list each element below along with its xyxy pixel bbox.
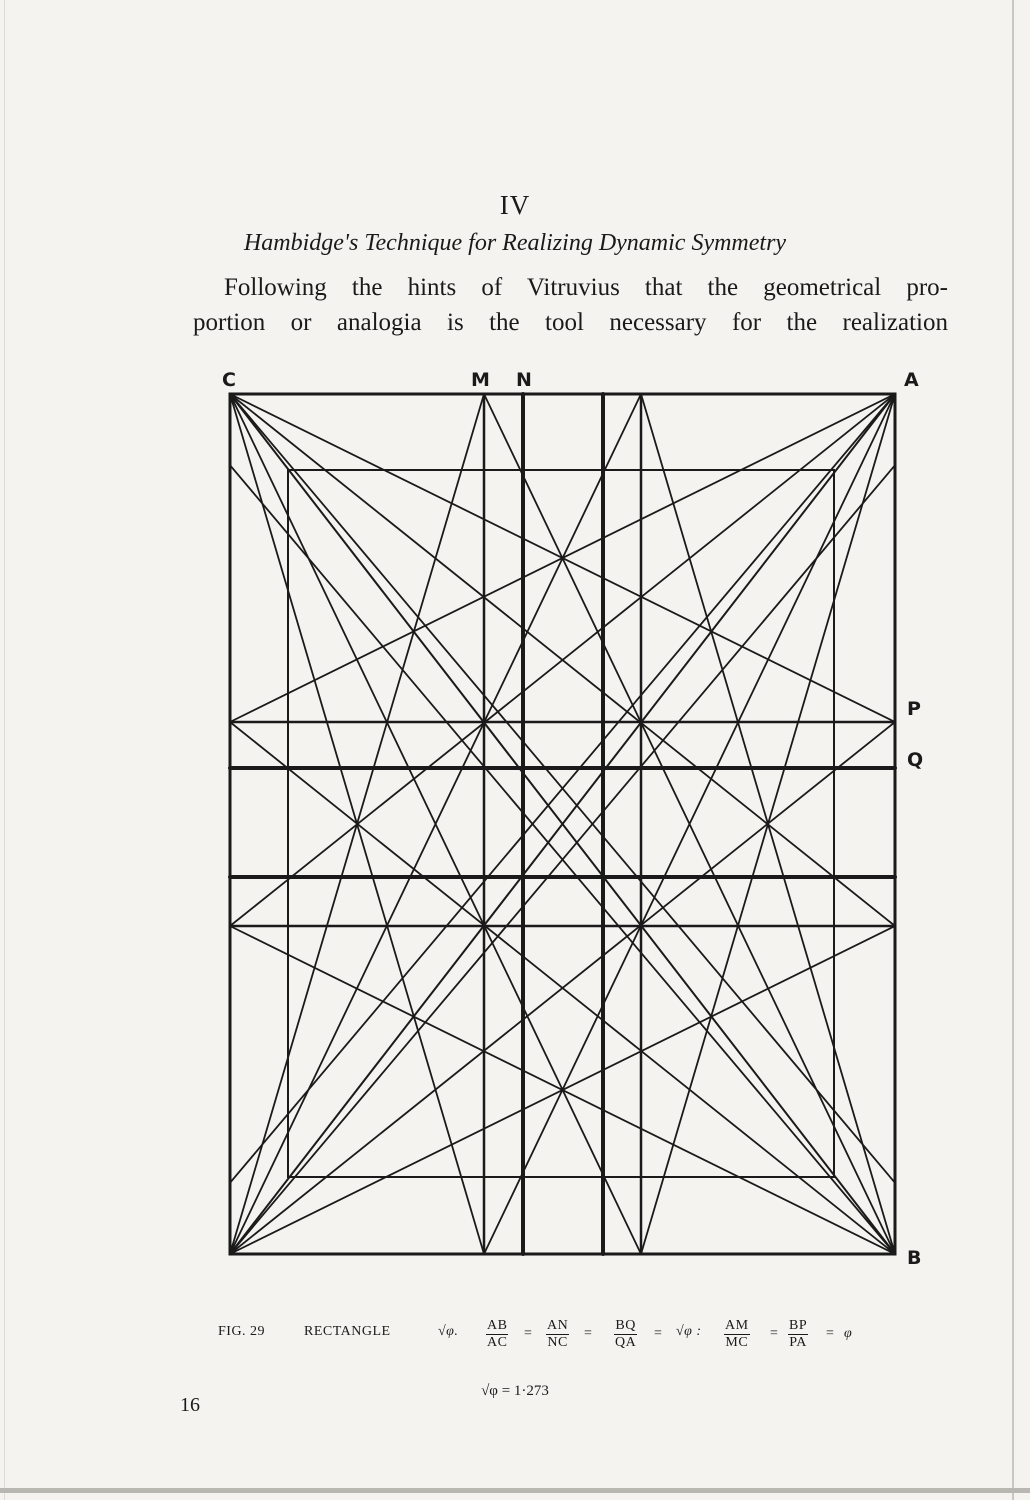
chapter-title: Hambidge's Technique for Realizing Dynamic Symmetry	[243, 230, 787, 256]
root-phi-rectangle-figure	[200, 362, 940, 1272]
point-label-n: N	[516, 369, 532, 391]
page-edge-right	[1012, 0, 1014, 1500]
caption-fraction-ab-ac	[486, 1318, 508, 1351]
page-number: 16	[180, 1394, 200, 1416]
root-phi-value: √φ = 1·273	[481, 1383, 549, 1399]
page-edge-bottom	[0, 1488, 1030, 1493]
point-label-a: A	[904, 369, 919, 391]
caption-equals: =	[584, 1326, 593, 1341]
fraction-denominator: AC	[487, 1335, 508, 1350]
caption-equals: =	[826, 1326, 835, 1341]
point-label-c: C	[222, 369, 236, 391]
caption-fraction-bp-pa	[788, 1318, 808, 1351]
caption-fraction-an-nc	[546, 1318, 569, 1351]
caption-equals: =	[770, 1326, 779, 1341]
fraction-denominator: QA	[615, 1335, 637, 1350]
caption-figure-number: FIG. 29	[218, 1324, 266, 1339]
fraction-numerator: AM	[725, 1318, 749, 1333]
caption-phi: φ	[844, 1326, 853, 1341]
caption-fraction-bq-qa	[614, 1318, 637, 1351]
caption-equals: =	[524, 1326, 533, 1341]
point-label-q: Q	[907, 749, 924, 771]
fraction-numerator: BP	[789, 1318, 808, 1333]
figure-caption	[218, 1318, 868, 1362]
figure-svg	[200, 362, 940, 1272]
body-paragraph	[193, 270, 948, 340]
caption-root-phi-ratio: √φ :	[676, 1324, 702, 1339]
page-edge-left	[4, 0, 5, 1500]
fraction-numerator: AN	[547, 1318, 569, 1333]
point-label-m: M	[471, 369, 490, 391]
body-line-1: Following the hints of Vitruvius that the geometrical pro-	[224, 274, 948, 301]
body-line-2: portion or analogia is the tool necessary for the realization	[193, 309, 948, 336]
point-label-b: B	[907, 1247, 922, 1269]
fraction-numerator: BQ	[615, 1318, 636, 1333]
fraction-denominator: MC	[725, 1335, 749, 1350]
fraction-numerator: AB	[487, 1318, 508, 1333]
caption-fraction-am-mc	[724, 1318, 750, 1351]
caption-equals: =	[654, 1326, 663, 1341]
fraction-denominator: PA	[789, 1335, 807, 1350]
point-label-p: P	[907, 698, 921, 720]
chapter-number: IV	[499, 190, 531, 220]
caption-label: RECTANGLE	[304, 1324, 391, 1339]
fraction-denominator: NC	[547, 1335, 568, 1350]
caption-root-phi: √φ.	[438, 1324, 459, 1339]
